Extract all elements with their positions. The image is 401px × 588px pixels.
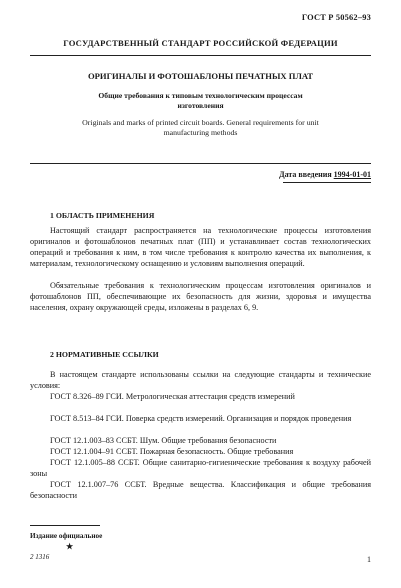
section-heading-scope: 1 ОБЛАСТЬ ПРИМЕНЕНИЯ	[50, 211, 155, 220]
star-icon: ★	[66, 542, 74, 551]
introduction-date-label: Дата введения	[279, 170, 332, 179]
reference-item: ГОСТ 8.326–89 ГСИ. Метрологическая аттестация средств измерений	[50, 392, 295, 401]
divider	[30, 163, 371, 164]
reference-item: ГОСТ 12.1.007–76 ССБТ. Вредные вещества. Классификация и общие требования безопасности	[30, 480, 371, 500]
english-title: Originals and marks of printed circuit boards. General requirements for unit manufacturing methods	[82, 118, 319, 137]
footnote-divider	[30, 525, 100, 526]
introduction-date	[279, 170, 371, 179]
edition-note: Издание официальное	[30, 532, 103, 540]
section-heading-references: 2 НОРМАТИВНЫЕ ССЫЛКИ	[50, 350, 159, 359]
reference-item: ГОСТ 8.513–84 ГСИ. Поверка средств измерений. Организация и порядок проведения	[50, 414, 352, 423]
paragraph: Настоящий стандарт распространяется на технологические процессы изготовления оригиналов и фотошаблонов печатных плат (ПП) и устанавливает состав технологических операций и требования к ним, в том числе требования к контролю качества их выполнения, к материалам, технологическому оснащению и условиям выполнения операций.	[30, 226, 371, 268]
divider	[283, 182, 371, 183]
reference-item: ГОСТ 12.1.005–88 ССБТ. Общие санитарно-гигиенические требования к воздуху рабочей зоны	[30, 458, 371, 478]
page-number: 1	[367, 555, 371, 564]
state-standard-heading: ГОСУДАРСТВЕННЫЙ СТАНДАРТ РОССИЙСКОЙ ФЕДЕРАЦИИ	[63, 38, 338, 48]
doc-code: ГОСТ Р 50562–93	[301, 13, 371, 22]
document-subtitle: Общие требования к типовым технологическим процессам изготовления	[98, 91, 303, 110]
introduction-date-value: 1994-01-01	[333, 170, 371, 179]
document-title: ОРИГИНАЛЫ И ФОТОШАБЛОНЫ ПЕЧАТНЫХ ПЛАТ	[87, 71, 314, 81]
paragraph: Обязательные требования к технологическим процессам изготовления оригиналов и фотошаблонов ПП, обеспечивающие их безопасность для жизни, здоровья и имущества населения, охрану окружающей среды, изложены в разделах 6, 9.	[30, 281, 371, 312]
reference-item: ГОСТ 12.1.003–83 ССБТ. Шум. Общие требования безопасности	[50, 436, 277, 445]
reference-item: ГОСТ 12.1.004–91 ССБТ. Пожарная безопасность. Общие требования	[50, 447, 294, 456]
paragraph: В настоящем стандарте использованы ссылки на следующие стандарты и технические условия:	[30, 370, 371, 390]
print-number: 2 1316	[30, 553, 50, 561]
divider	[30, 55, 371, 56]
